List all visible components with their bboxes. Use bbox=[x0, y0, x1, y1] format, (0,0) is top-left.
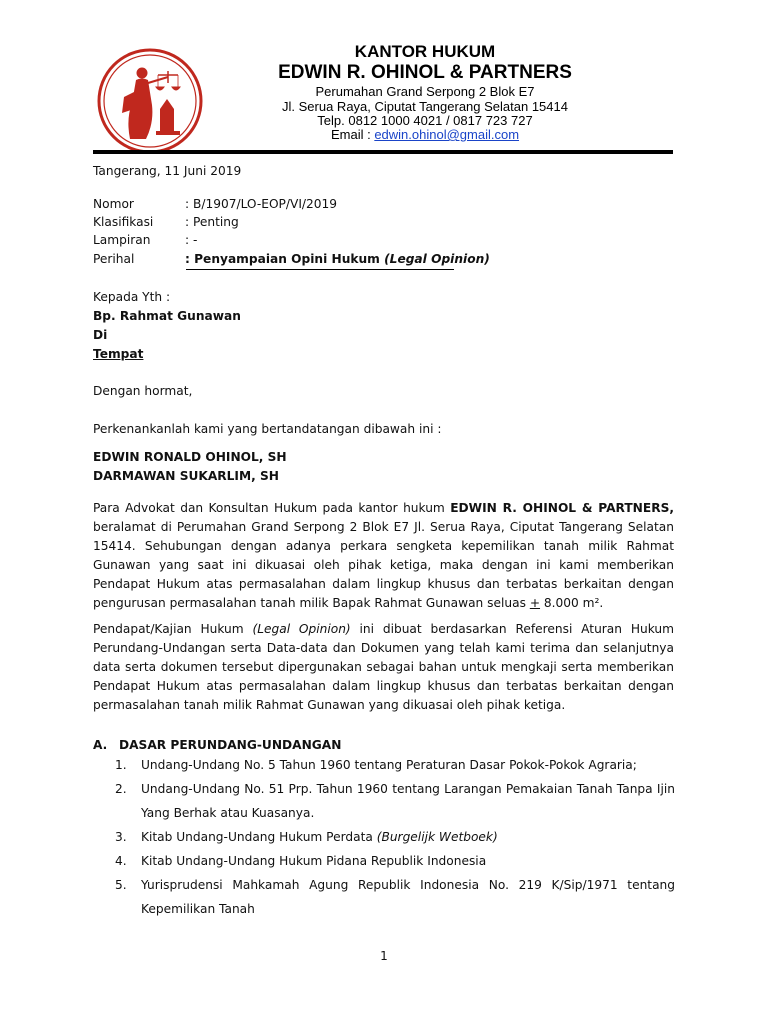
signer-1: EDWIN RONALD OHINOL, SH bbox=[93, 450, 287, 464]
recipient-place: Tempat bbox=[93, 347, 144, 361]
para2-text-start: Pendapat/Kajian Hukum bbox=[93, 622, 253, 636]
letterhead-office-type: KANTOR HUKUM bbox=[354, 42, 496, 61]
list-item-text: Undang-Undang No. 51 Prp. Tahun 1960 tentang Larangan Pemakaian Tanah Tanpa Ijin Yang Berhak atau Kuasanya. bbox=[141, 782, 675, 820]
letterhead-address-2: Jl. Serua Raya, Ciputat Tangerang Selatan 15414 bbox=[282, 99, 568, 114]
section-a-title: DASAR PERUNDANG-UNDANGAN bbox=[119, 738, 342, 752]
list-item-text: Kitab Undang-Undang Hukum Perdata bbox=[141, 830, 377, 844]
meta-label-lampiran: Lampiran bbox=[93, 233, 151, 247]
signer-2: DARMAWAN SUKARLIM, SH bbox=[93, 469, 279, 483]
para2-text-rest: ini dibuat berdasarkan Referensi Aturan Hukum Perundang-Undangan serta Data-data dan Dokumen yang telah kami terima dan selanjutnya data serta dokumen tersebut dipergunakan sebagai bahan untuk mengkaji serta memberikan Pendapat Hukum atas permasalahan dalam lingkup khusus dan terbatas berkaitan dengan permasalahan tanah milik Rahmat Gunawan yang dikuasai oleh pihak ketiga. bbox=[93, 622, 674, 712]
list-item bbox=[115, 873, 675, 921]
meta-value-lampiran: : - bbox=[185, 233, 198, 247]
perihal-italic: (Legal Opinion) bbox=[384, 252, 490, 266]
list-item bbox=[115, 849, 675, 873]
law-office-logo bbox=[96, 47, 204, 155]
list-item bbox=[115, 753, 675, 777]
list-item-text: Yurisprudensi Mahkamah Agung Republik Indonesia No. 219 K/Sip/1971 tentang Kepemilikan Tanah bbox=[141, 878, 675, 916]
legal-basis-list bbox=[115, 753, 675, 921]
list-item-number: 5. bbox=[115, 878, 127, 892]
meta-label-klasifikasi: Klasifikasi bbox=[93, 215, 154, 229]
body-paragraphs bbox=[93, 499, 674, 715]
letterhead-phone: Telp. 0812 1000 4021 / 0817 723 727 bbox=[317, 113, 533, 128]
para1-text-rest: beralamat di Perumahan Grand Serpong 2 Blok E7 Jl. Serua Raya, Ciputat Tangerang Selatan 15414. Sehubungan dengan adanya perkara sengketa kepemilikan tanah milik Rahmat Gunawan yang saat ini dikuasai oleh pihak ketiga, maka dengan ini kami memberikan Pendapat Hukum atas permasalahan dalam lingkup khusus dan terbatas berkaitan dengan pengurusan permasalahan tanah milik Bapak Rahmat Gunawan seluas bbox=[93, 520, 674, 610]
meta-value-klasifikasi: : Penting bbox=[185, 215, 239, 229]
introduction: Perkenankanlah kami yang bertandatangan dibawah ini : bbox=[93, 422, 442, 436]
list-item-italic: (Burgelijk Wetboek) bbox=[376, 830, 498, 844]
list-item bbox=[115, 777, 675, 825]
meta-value-perihal bbox=[185, 250, 490, 269]
perihal-text: Penyampaian Opini Hukum bbox=[194, 252, 385, 266]
email-label: Email : bbox=[330, 127, 375, 142]
meta-label-nomor: Nomor bbox=[93, 197, 134, 211]
letterhead-address-1: Perumahan Grand Serpong 2 Blok E7 bbox=[315, 84, 535, 99]
para2-italic: (Legal Opinion) bbox=[252, 622, 351, 636]
email-link[interactable]: edwin.ohinol@gmail.com bbox=[374, 127, 520, 142]
letterhead-firm-name: EDWIN R. OHINOL & PARTNERS bbox=[278, 62, 572, 83]
meta-label-perihal: Perihal bbox=[93, 252, 135, 266]
list-item bbox=[115, 825, 675, 849]
recipient-intro: Kepada Yth : bbox=[93, 290, 171, 304]
recipient-name: Bp. Rahmat Gunawan bbox=[93, 309, 241, 323]
list-item-number: 1. bbox=[115, 758, 127, 772]
perihal-colon: : bbox=[185, 252, 195, 266]
list-item-text: Kitab Undang-Undang Hukum Pidana Republik Indonesia bbox=[141, 854, 487, 868]
date-line: Tangerang, 11 Juni 2019 bbox=[93, 164, 242, 178]
list-item-number: 3. bbox=[115, 830, 127, 844]
para1-area: 8.000 m². bbox=[540, 596, 604, 610]
section-a-letter: A. bbox=[93, 738, 108, 752]
para1-plusminus: + bbox=[529, 596, 541, 610]
letterhead-email-line bbox=[210, 127, 640, 142]
letterhead-divider bbox=[93, 150, 673, 154]
para1-firm-name: EDWIN R. OHINOL & PARTNERS, bbox=[450, 501, 674, 515]
page-number: 1 bbox=[380, 949, 388, 963]
perihal-underline bbox=[186, 269, 454, 270]
greeting: Dengan hormat, bbox=[93, 384, 193, 398]
para1-text-start: Para Advokat dan Konsultan Hukum pada kantor hukum bbox=[93, 501, 451, 515]
paragraph-1 bbox=[93, 499, 674, 613]
list-item-number: 2. bbox=[115, 782, 127, 796]
list-item-number: 4. bbox=[115, 854, 127, 868]
list-item-text: Undang-Undang No. 5 Tahun 1960 tentang Peraturan Dasar Pokok-Pokok Agraria; bbox=[141, 758, 637, 772]
paragraph-2 bbox=[93, 620, 674, 715]
meta-value-nomor: : B/1907/LO-EOP/VI/2019 bbox=[185, 197, 338, 211]
recipient-di: Di bbox=[93, 328, 108, 342]
